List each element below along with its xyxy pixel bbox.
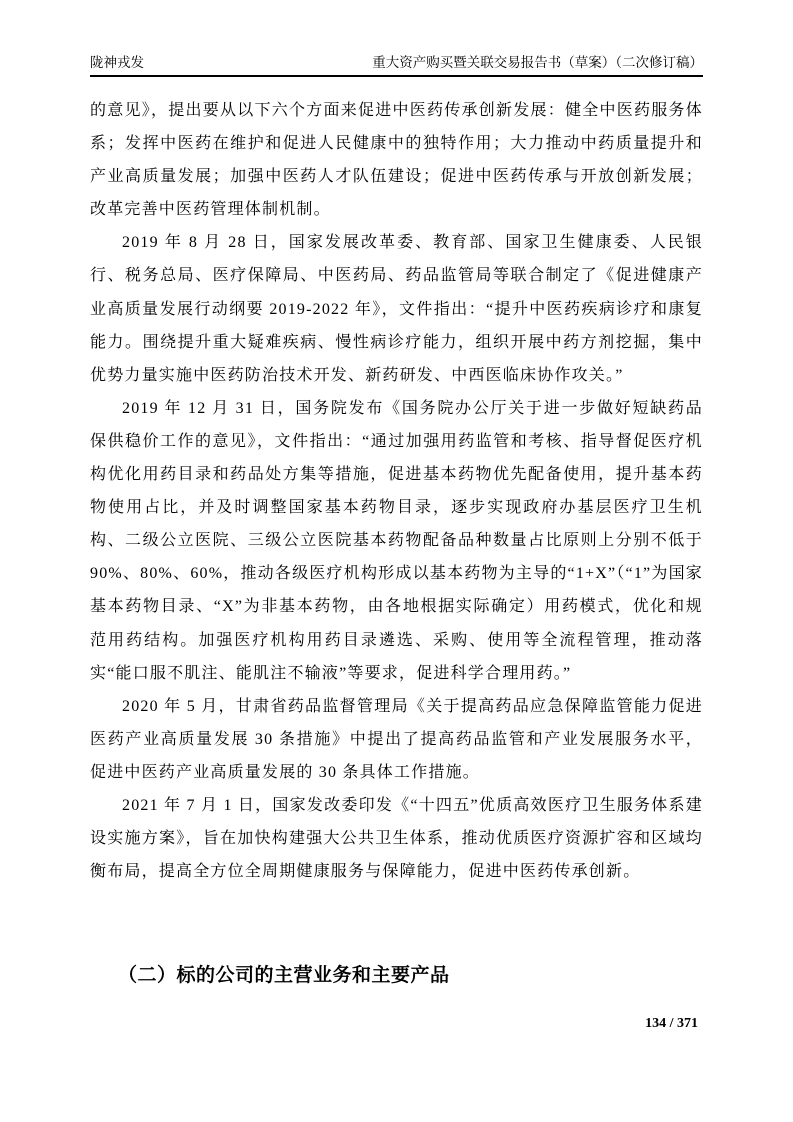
paragraph: 2021 年 7 月 1 日，国家发改委印发《“十四五”优质高效医疗卫生服务体系建设实施方案》，旨在加快构建强大公共卫生体系，推动优质医疗资源扩容和区域均衡布局，提高全方位全周期健康服务与保障能力，促进中医药传承创新。 [90,796,703,881]
section-heading: （二）标的公司的主营业务和主要产品 [118,965,450,986]
paragraph: 2019 年 12 月 31 日，国务院发布《国务院办公厅关于进一步做好短缺药品保供稳价工作的意见》，文件指出：“通过加强用药监管和考核、指导督促医疗机构优化用药目录和药品处方集等措施，促进基本药物优先配备使用，提升基本药物使用占比，并及时调整国家基本药物目录，逐步实现政府办基层医疗卫生机构、二级公立医院、三级公立医院基本药物配备品种数量占比原则上分别不低于 90%、80%、60%，推动各级医疗机构形成以基本药物为主导的“1+X”（“1”为国家基本药物目录、“X”为非基本药物，由各地根据实际确定）用药模式，优化和规范用药结构。加强医疗机构用药目录遴选、采购、使用等全流程管理，推动落实“能口服不肌注、能肌注不输液”等要求，促进科学合理用药。” [90,399,703,682]
paragraph: 的意见》，提出要从以下六个方面来促进中医药传承创新发展：健全中医药服务体系；发挥中医药在维护和促进人民健康中的独特作用；大力推动中药质量提升和产业高质量发展；加强中医药人才队伍建设；促进中医药传承与开放创新发展；改革完善中医药管理体制机制。 [90,102,703,219]
page-number: 134 / 371 [645,1016,698,1031]
header-left-text: 陇神戎发 [90,55,144,70]
header-right-text: 重大资产购买暨关联交易报告书（草案）（二次修订稿） [372,55,703,70]
page-header [90,55,703,71]
document-body [90,94,703,888]
paragraph: 2019 年 8 月 28 日，国家发展改革委、教育部、国家卫生健康委、人民银行、税务总局、医疗保障局、中医药局、药品监管局等联合制定了《促进健康产业高质量发展行动纲要 2019-2022 年》，文件指出：“提升中医药疾病诊疗和康复能力。围绕提升重大疑难疾病、慢性病诊疗能力，组织开展中药方剂挖掘，集中优势力量实施中医药防治技术开发、新药研发、中西医临床协作攻关。” [90,234,703,384]
header-rule [90,75,703,77]
page-footer [90,1015,698,1033]
paragraph: 2020 年 5 月，甘肃省药品监督管理局《关于提高药品应急保障监管能力促进医药产业高质量发展 30 条措施》中提出了提高药品监管和产业发展服务水平，促进中医药产业高质量发展的 30 条具体工作措施。 [90,697,703,781]
